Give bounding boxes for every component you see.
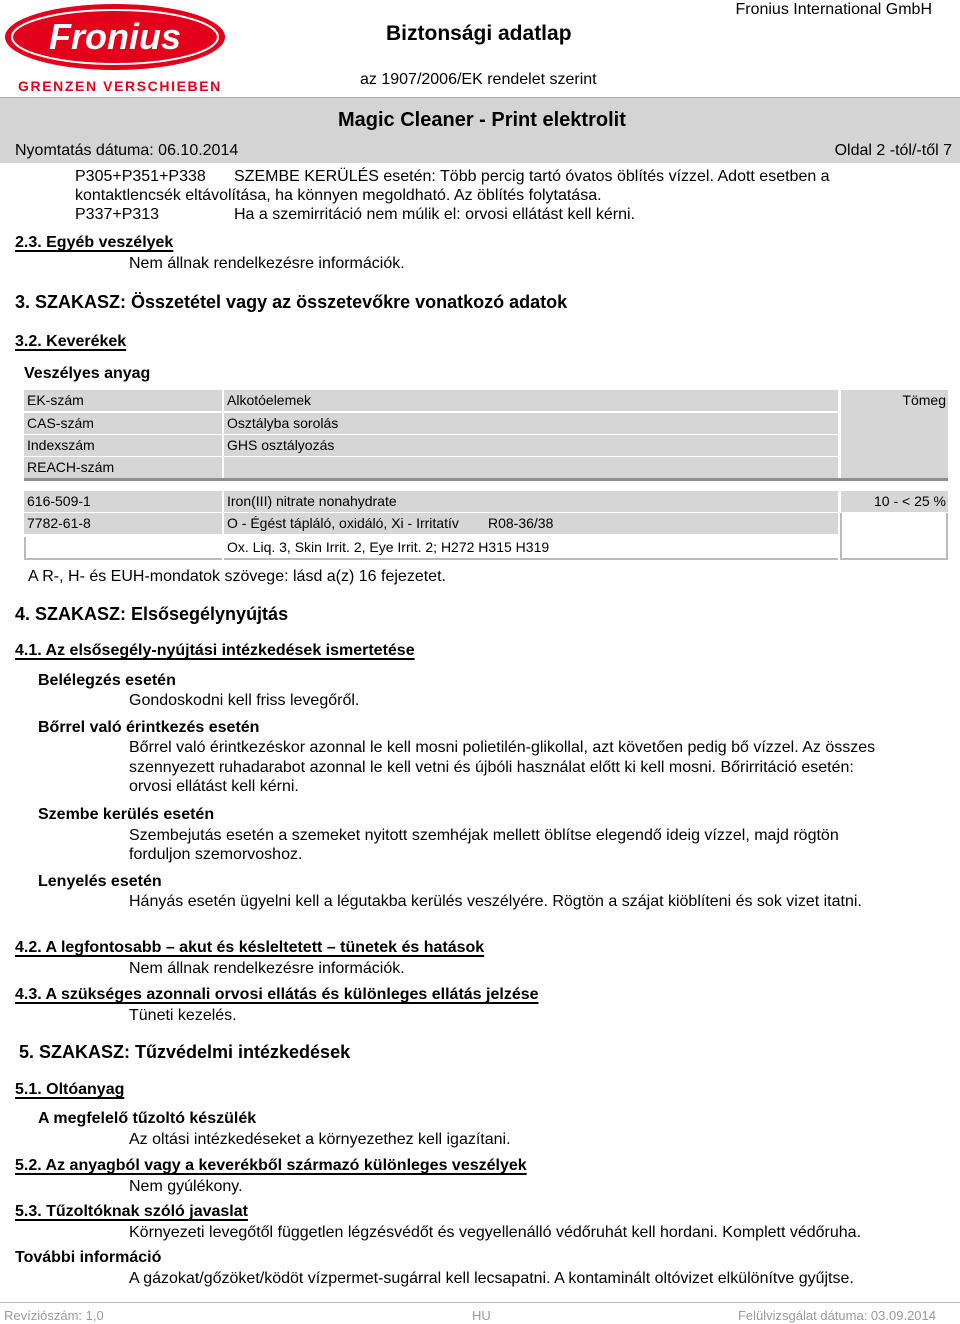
precaution-text: Ha a szemirritáció nem múlik el: orvosi ellátást kell kérni. [234, 206, 636, 223]
document-title: Biztonsági adatlap [386, 22, 572, 45]
subsection-heading: 5.2. Az anyagból vagy a keverékből származó különleges veszélyek [15, 1157, 527, 1174]
r-phrases: R08-36/38 [488, 515, 554, 531]
topic-heading: Belélegzés esetén [38, 672, 176, 689]
print-date: Nyomtatás dátuma: 06.10.2014 [15, 142, 239, 159]
header-filler [224, 457, 838, 478]
topic-text: A gázokat/gőzöket/ködöt vízpermet-sugárral kell lecsapatni. A kontaminált oltóvizet elkülönítve gyűjtse. [129, 1270, 854, 1287]
precaution-text: SZEMBE KERÜLÉS esetén: Több percig tartó óvatos öblítés vízzel. Adott esetben a [234, 168, 830, 185]
table-note: A R-, H- és EUH-mondatok szövege: lásd a(z) 16 fejezetet. [28, 568, 446, 585]
column-header: REACH-szám [24, 457, 222, 478]
subsection-heading: 2.3. Egyéb veszélyek [15, 234, 174, 251]
company-name: Fronius International GmbH [735, 1, 932, 18]
topic-text: szennyezett ruhadarabot azonnal le kell vetni és újbóli használat előtt ki kell mosni. Bőrirritáció esetén: [129, 759, 854, 776]
svg-text:Fronius: Fronius [49, 16, 181, 57]
ek-number-cell: 616-509-1 [24, 491, 222, 512]
precaution-code: P305+P351+P338 [75, 168, 206, 185]
regulation-reference: az 1907/2006/EK rendelet szerint [360, 71, 597, 88]
language-code: HU [472, 1308, 491, 1323]
topic-text: Hányás esetén ügyelni kell a légutakba kerülés veszélyére. Rögtön a szájat kiöblíteni és sok vizet itatni. [129, 893, 862, 910]
subsection-text: Tüneti kezelés. [129, 1007, 237, 1024]
ghs-classification-cell: Ox. Liq. 3, Skin Irrit. 2, Eye Irrit. 2; H272 H315 H319 [224, 537, 838, 560]
subsection-heading: 4.2. A legfontosabb – akut és késleltetett – tünetek és hatások [15, 939, 485, 956]
precaution-code: P337+P313 [75, 206, 160, 223]
subsection-text: Környezeti levegőtől független légzésvédőt és vegyellenálló védőruhát kell hordani. Komplett védőruha. [129, 1224, 862, 1241]
product-name: Magic Cleaner - Print elektrolit [338, 109, 626, 131]
topic-text: Az oltási intézkedéseket a környezethez kell igazítani. [129, 1131, 511, 1148]
topic-text: Szembejutás esetén a szemeket nyitott szemhéjak mellett öblítse elegendő ideig vízzel, majd rögtön [129, 827, 839, 844]
topic-heading: Szembe kerülés esetén [38, 806, 215, 823]
cas-number-cell: 7782-61-8 [24, 513, 222, 534]
topic-heading: Bőrrel való érintkezés esetén [38, 719, 260, 736]
column-header: EK-szám [24, 390, 222, 411]
component-name-cell: Iron(III) nitrate nonahydrate [224, 491, 838, 512]
subsection-text: Nem állnak rendelkezésre információk. [129, 255, 405, 272]
section-title: 4. SZAKASZ: Elsősegélynyújtás [15, 604, 289, 624]
column-header: Indexszám [24, 435, 222, 456]
topic-heading: A megfelelő tűzoltó készülék [38, 1110, 257, 1127]
section-title: 3. SZAKASZ: Összetétel vagy az összetevőkre vonatkozó adatok [15, 292, 568, 312]
section-title: 5. SZAKASZ: Tűzvédelmi intézkedések [19, 1042, 351, 1062]
column-header: Tömeg [841, 390, 948, 478]
table-divider [24, 478, 948, 481]
topic-text: Bőrrel való érintkezéskor azonnal le kell mosni polietilén-glikollal, azt követően pedig bő vízzel. Az összes [129, 739, 876, 756]
topic-text: orvosi ellátást kell kérni. [129, 778, 299, 795]
review-date: Felülvizsgálat dátuma: 03.09.2014 [737, 1308, 936, 1323]
topic-text: forduljon szemorvoshoz. [129, 846, 303, 863]
subsection-heading: 5.1. Oltóanyag [15, 1081, 125, 1098]
revision-number: Revíziószám: 1,0 [4, 1308, 104, 1323]
subsection-heading: 4.1. Az elsősegély-nyújtási intézkedések ismertetése [15, 642, 415, 659]
topic-heading: Lenyelés esetén [38, 873, 162, 890]
column-header: GHS osztályozás [224, 435, 838, 456]
classification-cell [224, 513, 838, 534]
mass-cell: 10 - < 25 % [841, 491, 948, 512]
subsection-heading: 5.3. Tűzoltóknak szóló javaslat [15, 1203, 248, 1220]
footer-divider [0, 1302, 960, 1303]
topic-heading: További információ [15, 1249, 162, 1266]
table-caption: Veszélyes anyag [24, 365, 151, 382]
precaution-text-cont: kontaktlencsék eltávolítása, ha könnyen megoldható. Az öblítés folytatása. [75, 187, 602, 204]
subsection-text: Nem állnak rendelkezésre információk. [129, 960, 405, 977]
empty-cell [840, 513, 948, 560]
empty-cell [24, 537, 222, 560]
fronius-logo [4, 2, 226, 72]
topic-text: Gondoskodni kell friss levegőről. [129, 692, 360, 709]
subsection-heading: 3.2. Keverékek [15, 333, 127, 350]
logo-tagline: GRENZEN VERSCHIEBEN [18, 78, 222, 94]
classification-text: O - Égést tápláló, oxidáló, Xi - Irritatív [227, 515, 459, 531]
page-number: Oldal 2 -tól/-től 7 [834, 142, 952, 159]
column-header: CAS-szám [24, 413, 222, 434]
subsection-heading: 4.3. A szükséges azonnali orvosi ellátás és különleges ellátás jelzése [15, 986, 539, 1003]
column-header: Osztályba sorolás [224, 413, 838, 434]
column-header: Alkotóelemek [224, 390, 838, 411]
subsection-text: Nem gyúlékony. [129, 1178, 243, 1195]
